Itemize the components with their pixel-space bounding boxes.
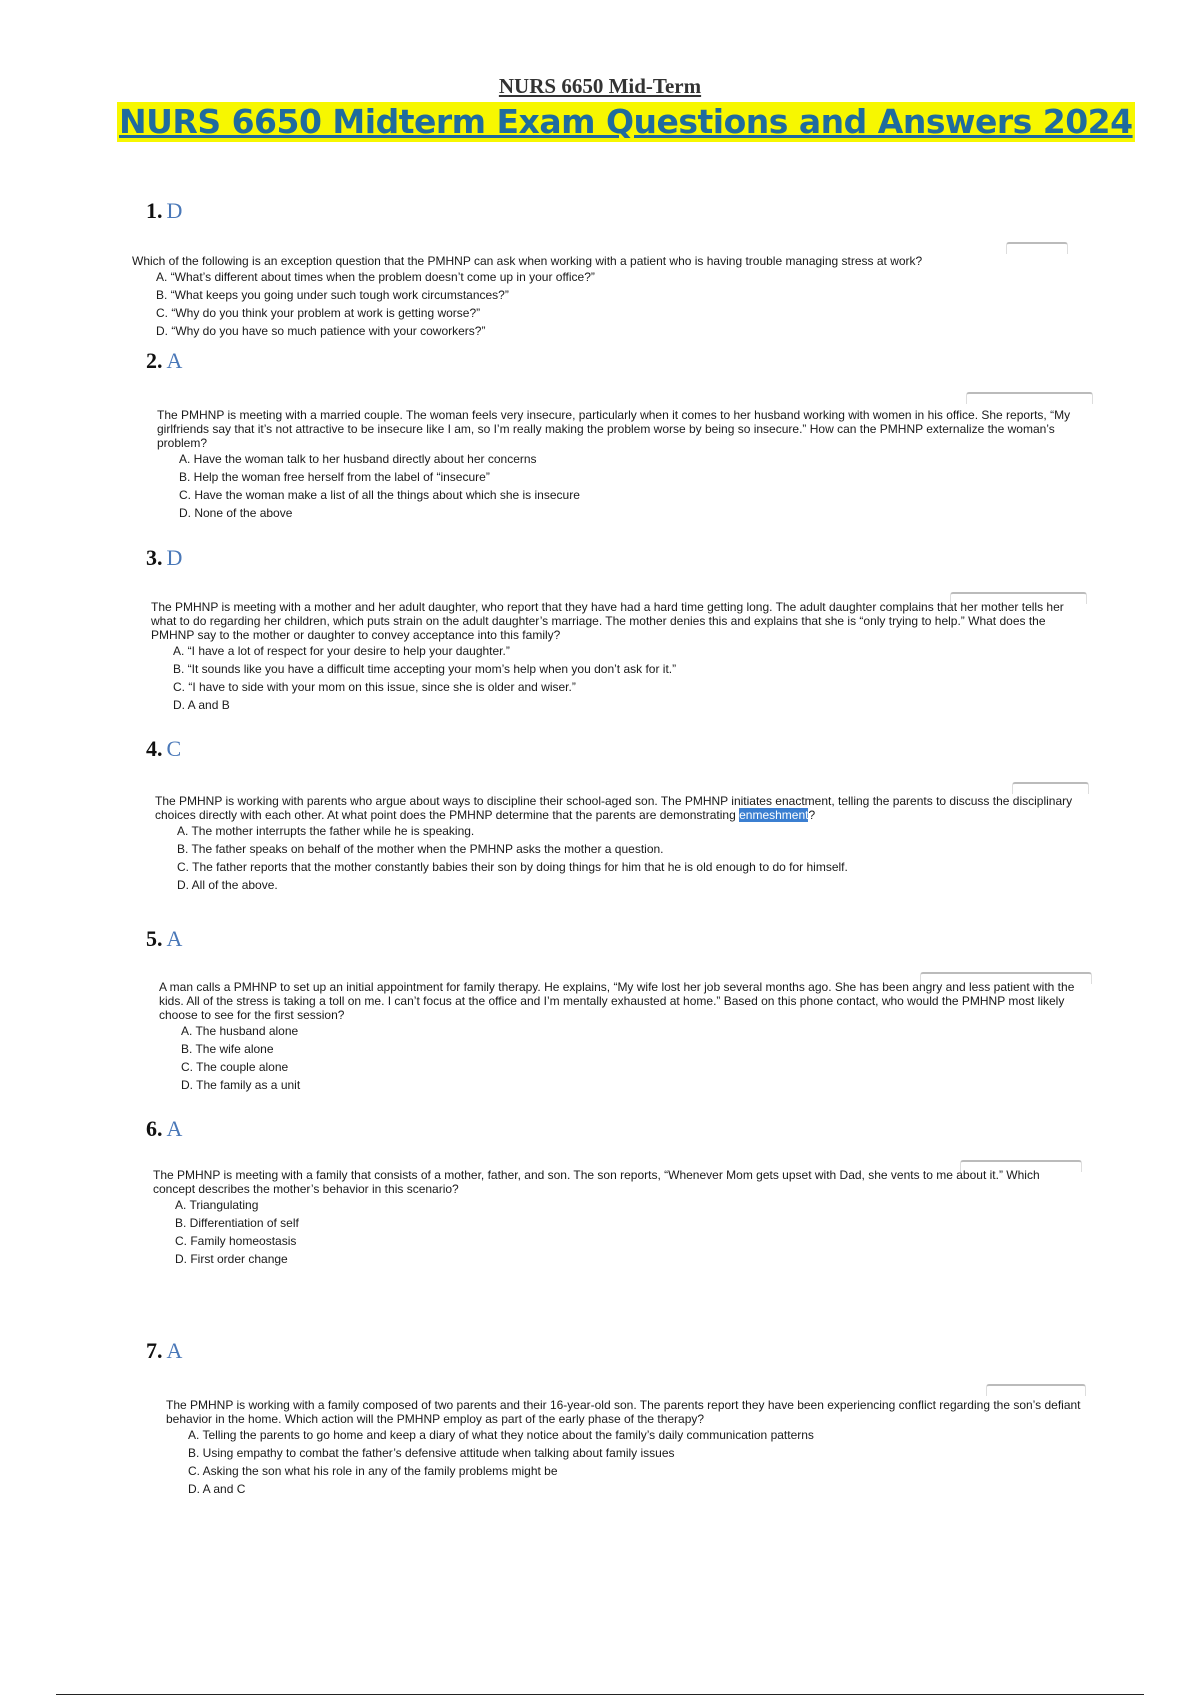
question-stem: A man calls a PMHNP to set up an initial appointment for family therapy. He explains, “My wife lost her job several months ago. She has been angry and less patient with the kids. All of the stress is taking a toll on me. I can’t focus at the office and I’m mentally exhausted at home.” Based on this phone contact, who would the PMHNP most likely choose to see for the first session? [159,980,1075,1022]
selected-text-highlight: enmeshment [739,808,809,822]
question-block-5 [159,980,1084,1096]
question-block-4 [155,794,1090,896]
option-b: B. Differentiation of self [175,1216,299,1230]
option-c: C. The couple alone [181,1060,289,1074]
question-stem: Which of the following is an exception question that the PMHNP can ask when working with a patient who is having trouble managing stress at work? [132,254,923,268]
option-a: A. Telling the parents to go home and keep a diary of what they notice about the family’s daily communication patterns [188,1428,814,1442]
answer-letter: D [166,545,183,570]
option-list [175,1198,1068,1266]
question-stem: The PMHNP is meeting with a married couple. The woman feels very insecure, particularly when it comes to her husband working with women in his office. She reports, “My girlfriends say that it’s not attractive to be insecure like I am, so I’m really making the problem worse by being so insecure.” How can the PMHNP externalize the woman’s problem? [157,408,1071,450]
option-b: B. Using empathy to combat the father’s defensive attitude when talking about family issues [188,1446,675,1460]
stem-text: The PMHNP is working with parents who argue about ways to discipline their school-aged son. The PMHNP initiates enactment, telling the parents to discuss the disciplinary choices directly with each other. At what point does the PMHNP determine that the parents are demonstrating [155,794,1073,822]
option-c: C. Family homeostasis [175,1234,297,1248]
answer-letter: D [166,198,183,223]
answer-letter: A [166,1338,183,1363]
question-number-5 [146,926,182,952]
question-number-1 [146,198,182,224]
toolbar-fragment [1006,242,1068,254]
question-number-label: 3. [146,545,163,570]
question-number-7 [146,1338,182,1364]
option-d: D. A and B [173,698,230,712]
option-b: B. The wife alone [181,1042,274,1056]
toolbar-fragment [986,1384,1086,1396]
footer-rule [56,1694,1144,1695]
option-list [177,824,1090,892]
question-stem [155,794,1090,822]
option-a: A. Have the woman talk to her husband directly about her concerns [179,452,537,466]
question-number-label: 2. [146,348,163,373]
course-header: NURS 6650 Mid-Term [498,74,702,98]
answer-letter: A [166,1116,183,1141]
question-stem: The PMHNP is working with a family composed of two parents and their 16-year-old son. The parents report they have been experiencing conflict regarding the son’s defiant behavior in the home. Which action will the PMHNP employ as part of the early phase of the therapy? [166,1398,1081,1426]
option-a: A. “What’s different about times when the problem doesn’t come up in your office?” [156,270,595,284]
option-c: C. The father reports that the mother constantly babies their son by doing things for him that he is old enough to do for himself. [177,860,848,874]
option-list [156,270,1082,338]
option-list [181,1024,1084,1092]
option-d: D. None of the above [179,506,293,520]
question-stem: The PMHNP is meeting with a mother and her adult daughter, who report that they have had a hard time getting long. The adult daughter complains that her mother tells her what to do regarding her children, which puts strain on the adult daughter’s marriage. The mother denies this and explains that she is “only trying to help.” What does the PMHNP say to the mother or daughter to convey acceptance into this family? [151,600,1064,642]
option-d: D. A and C [188,1482,246,1496]
option-b: B. “It sounds like you have a difficult time accepting your mom’s help when you don’t ask for it.” [173,662,677,676]
option-d: D. All of the above. [177,878,278,892]
answer-letter: A [166,348,183,373]
question-number-4 [146,736,181,762]
stem-text-end: ? [808,808,816,822]
question-block-3 [151,600,1089,716]
question-stem: The PMHNP is meeting with a family that consists of a mother, father, and son. The son reports, “Whenever Mom gets upset with Dad, she vents to me about it.” Which concept describes the mother’s behavior in this scenario? [153,1168,1040,1196]
question-number-label: 4. [146,736,163,761]
option-c: C. “Why do you think your problem at work is getting worse?” [156,306,481,320]
option-c: C. “I have to side with your mom on this issue, since she is older and wiser.” [173,680,576,694]
question-number-3 [146,545,182,571]
question-block-7 [166,1398,1086,1500]
option-list [188,1428,1086,1496]
option-b: B. “What keeps you going under such tough work circumstances?” [156,288,509,302]
question-number-6 [146,1116,182,1142]
toolbar-fragment [1012,782,1089,794]
question-block-2 [157,408,1092,524]
question-block-6 [153,1168,1068,1270]
option-list [179,452,1092,520]
option-a: A. The husband alone [181,1024,299,1038]
option-a: A. “I have a lot of respect for your desire to help your daughter.” [173,644,510,658]
document-title: NURS 6650 Midterm Exam Questions and Answers 2024 [119,102,1133,141]
question-number-label: 7. [146,1338,163,1363]
option-a: A. The mother interrupts the father while he is speaking. [177,824,475,838]
option-c: C. Have the woman make a list of all the things about which she is insecure [179,488,580,502]
option-b: B. Help the woman free herself from the label of “insecure” [179,470,490,484]
option-list [173,644,1089,712]
option-d: D. “Why do you have so much patience with your coworkers?” [156,324,486,338]
option-c: C. Asking the son what his role in any of the family problems might be [188,1464,558,1478]
question-number-label: 6. [146,1116,163,1141]
question-number-label: 5. [146,926,163,951]
toolbar-fragment [966,392,1093,404]
answer-letter: A [166,926,183,951]
question-number-label: 1. [146,198,163,223]
option-a: A. Triangulating [175,1198,259,1212]
option-d: D. First order change [175,1252,288,1266]
answer-letter: C [166,736,182,761]
option-d: D. The family as a unit [181,1078,301,1092]
option-b: B. The father speaks on behalf of the mother when the PMHNP asks the mother a question. [177,842,664,856]
question-number-2 [146,348,182,374]
question-block-1 [132,254,1082,342]
